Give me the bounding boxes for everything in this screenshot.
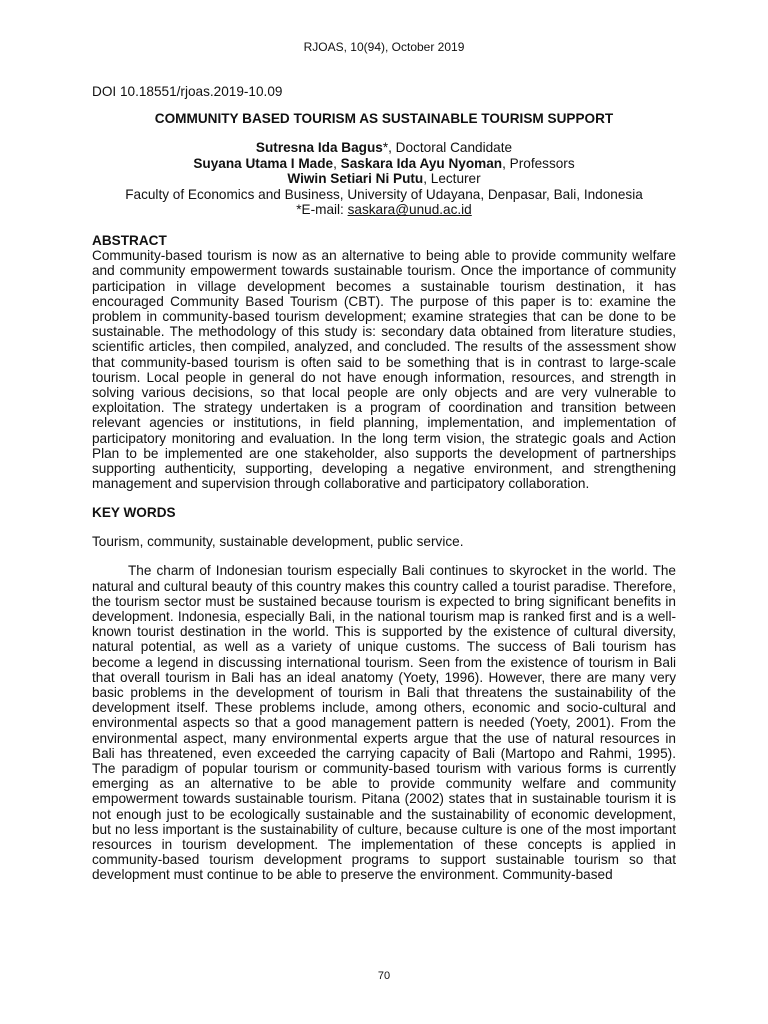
email-link[interactable]: saskara@unud.ac.id <box>347 202 472 218</box>
email-label: *E-mail: <box>296 202 348 218</box>
abstract-body: Community-based tourism is now as an alternative to being able to provide community welfare and community empowerment towards sustainable tourism. Once the importance of community participation in village development becomes a sustainable tourism destination, it has encouraged Community Based Tourism (CBT). The purpose of this paper is to: examine the problem in community-based tourism development; examine strategies that can be done to be sustainable. The methodology of this study is: secondary data obtained from literature studies, scientific articles, then compiled, analyzed, and concluded. The results of the assessment show that community-based tourism is often said to be something that is in contrast to large-scale tourism. Local people in general do not have enough information, resources, and strength in solving various decisions, so that local people are only objects and are very vulnerable to exploitation. The strategy undertaken is a program of coordination and transition between relevant agencies or institutions, in field planning, implementation, and implementation of participatory monitoring and evaluation. In the long term vision, the strategic goals and Action Plan to be implemented are one stakeholder, also supports the development of partnerships supporting authenticity, supporting, developing a negative environment, and strengthening management and supervision through collaborative and participatory collaboration. <box>92 248 676 492</box>
author-role: , Professors <box>502 155 575 171</box>
abstract-heading: ABSTRACT <box>92 232 167 248</box>
affiliation: Faculty of Economics and Business, University of Udayana, Denpasar, Bali, Indonesia <box>125 186 643 202</box>
author-line-3 <box>92 171 676 187</box>
article-title: COMMUNITY BASED TOURISM AS SUSTAINABLE TOURISM SUPPORT <box>154 111 614 127</box>
author-block <box>92 140 676 218</box>
intro-paragraph: The charm of Indonesian tourism especially Bali continues to skyrocket in the world. The natural and cultural beauty of this country makes this country called a tourist paradise. Therefore, the tourism sector must be sustained because tourism is expected to bring significant benefits in development. Indonesia, especially Bali, in the national tourism map is ranked first and is a well-known tourist destination in the world. This is supported by the existence of cultural diversity, natural potential, as well as a variety of unique customs. The success of Bali tourism has become a legend in discussing international tourism. Seen from the existence of tourism in Bali that overall tourism in Bali has an ideal anatomy (Yoety, 1996). However, there are many very basic problems in the development of tourism in Bali that threatens the sustainability of the development itself. These problems include, among others, economic and socio-cultural and environmental aspects so that a good management pattern is needed (Yoety, 2001). From the environmental aspect, many environmental experts argue that the use of natural resources in Bali has threatened, even exceeded the carrying capacity of Bali (Martopo and Rahmi, 1995). The paradigm of popular tourism or community-based tourism with various forms is currently emerging as an alternative to be able to provide community welfare and community empowerment towards sustainable tourism. Pitana (2002) states that in sustainable tourism it is not enough just to be ecologically sustainable and the sustainability of economic development, but no less important is the sustainability of culture, because culture is one of the most important resources in tourism development. The implementation of these concepts is applied in community-based tourism development programs to support sustainable tourism so that development must continue to be able to preserve the environment. Community-based <box>92 563 676 883</box>
author-name: Sutresna Ida Bagus <box>255 140 383 156</box>
author-separator: , <box>333 155 341 171</box>
keywords-heading: KEY WORDS <box>92 505 176 521</box>
author-role: , Lecturer <box>423 171 481 187</box>
author-role: *, Doctoral Candidate <box>382 140 513 156</box>
contact-line <box>92 202 676 218</box>
keywords-body: Tourism, community, sustainable development, public service. <box>92 534 464 550</box>
author-line-2 <box>92 156 676 172</box>
author-name: Saskara Ida Ayu Nyoman <box>340 155 503 171</box>
author-name: Wiwin Setiari Ni Putu <box>287 171 424 187</box>
running-header: RJOAS, 10(94), October 2019 <box>303 40 465 54</box>
doi: DOI 10.18551/rjoas.2019-10.09 <box>92 84 283 99</box>
page-number: 70 <box>377 970 391 982</box>
author-name: Suyana Utama I Made <box>193 155 334 171</box>
author-line-1 <box>92 140 676 156</box>
article-content <box>92 84 676 883</box>
